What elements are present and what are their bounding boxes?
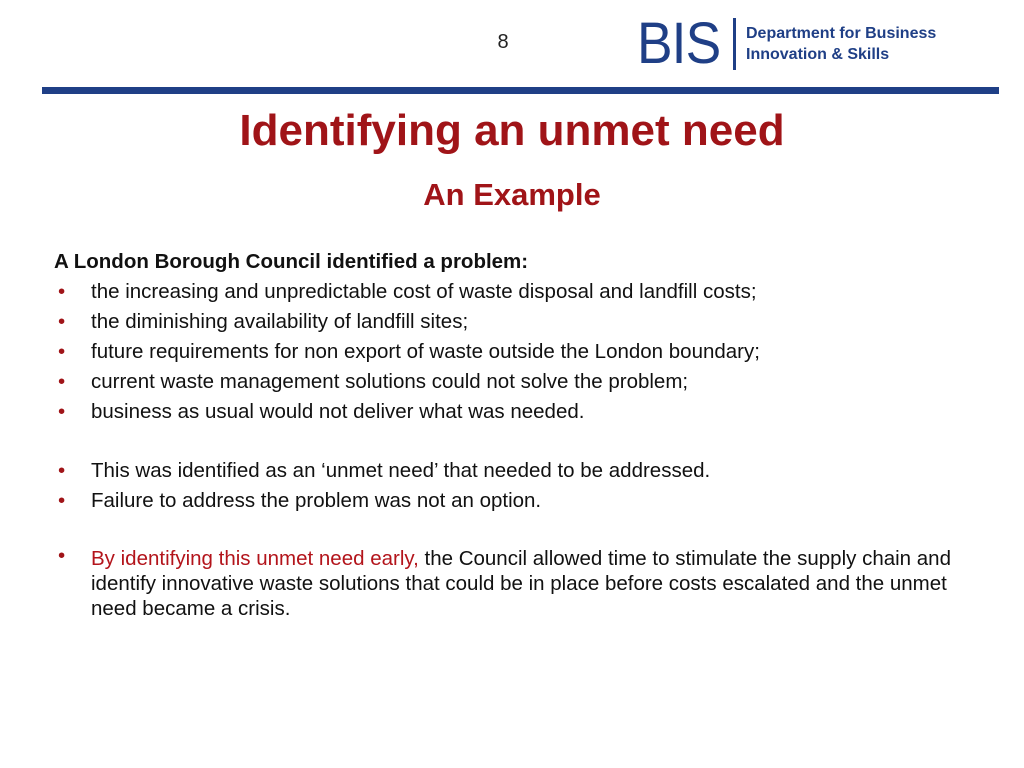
- list-item: [54, 456, 984, 486]
- finding-list: [54, 456, 984, 516]
- lead-statement: A London Borough Council identified a problem:: [54, 250, 529, 273]
- list-item: [54, 397, 984, 427]
- list-item: [54, 307, 984, 337]
- bis-logo: [637, 11, 937, 76]
- bullet-icon: •: [58, 340, 66, 363]
- list-item: [54, 277, 984, 307]
- slide-subtitle: An Example: [423, 177, 601, 212]
- list-item-text: business as usual would not deliver what was needed.: [91, 400, 585, 423]
- list-item: [54, 367, 984, 397]
- logo-mark: BIS: [637, 11, 721, 76]
- list-item: [54, 543, 984, 621]
- list-item: [54, 486, 984, 516]
- bullet-icon: •: [58, 544, 66, 567]
- bullet-icon: •: [58, 280, 66, 303]
- list-item-text: Failure to address the problem was not an option.: [91, 489, 542, 512]
- list-item-text: the diminishing availability of landfill sites;: [91, 310, 469, 333]
- bullet-icon: •: [58, 370, 66, 393]
- list-item-text: the increasing and unpredictable cost of waste disposal and landfill costs;: [91, 280, 757, 303]
- problem-list: [54, 277, 984, 427]
- bullet-icon: •: [58, 489, 66, 512]
- header-rule: [42, 87, 999, 94]
- bullet-icon: •: [58, 310, 66, 333]
- conclusion-highlight: By identifying this unmet need early,: [91, 547, 419, 570]
- conclusion-text: the Council allowed time to stimulate the supply chain and identify innovative waste solutions that could be in place before costs escalated and the unmet need became a crisis.: [91, 547, 951, 620]
- slide-title: Identifying an unmet need: [239, 106, 785, 155]
- slide-number: 8: [497, 31, 509, 53]
- list-item-text: This was identified as an ‘unmet need’ that needed to be addressed.: [91, 459, 711, 482]
- conclusion-list: [54, 543, 984, 621]
- list-item-text: current waste management solutions could not solve the problem;: [91, 370, 689, 393]
- bullet-icon: •: [58, 459, 66, 482]
- logo-text-line-2: Innovation & Skills: [746, 46, 890, 63]
- bullet-icon: •: [58, 400, 66, 423]
- slide-body: [54, 247, 984, 621]
- logo-text: [746, 23, 936, 65]
- list-item-text: future requirements for non export of waste outside the London boundary;: [91, 340, 760, 363]
- logo-text-line-1: Department for Business: [746, 25, 937, 42]
- list-item: [54, 337, 984, 367]
- logo-divider: [733, 18, 736, 70]
